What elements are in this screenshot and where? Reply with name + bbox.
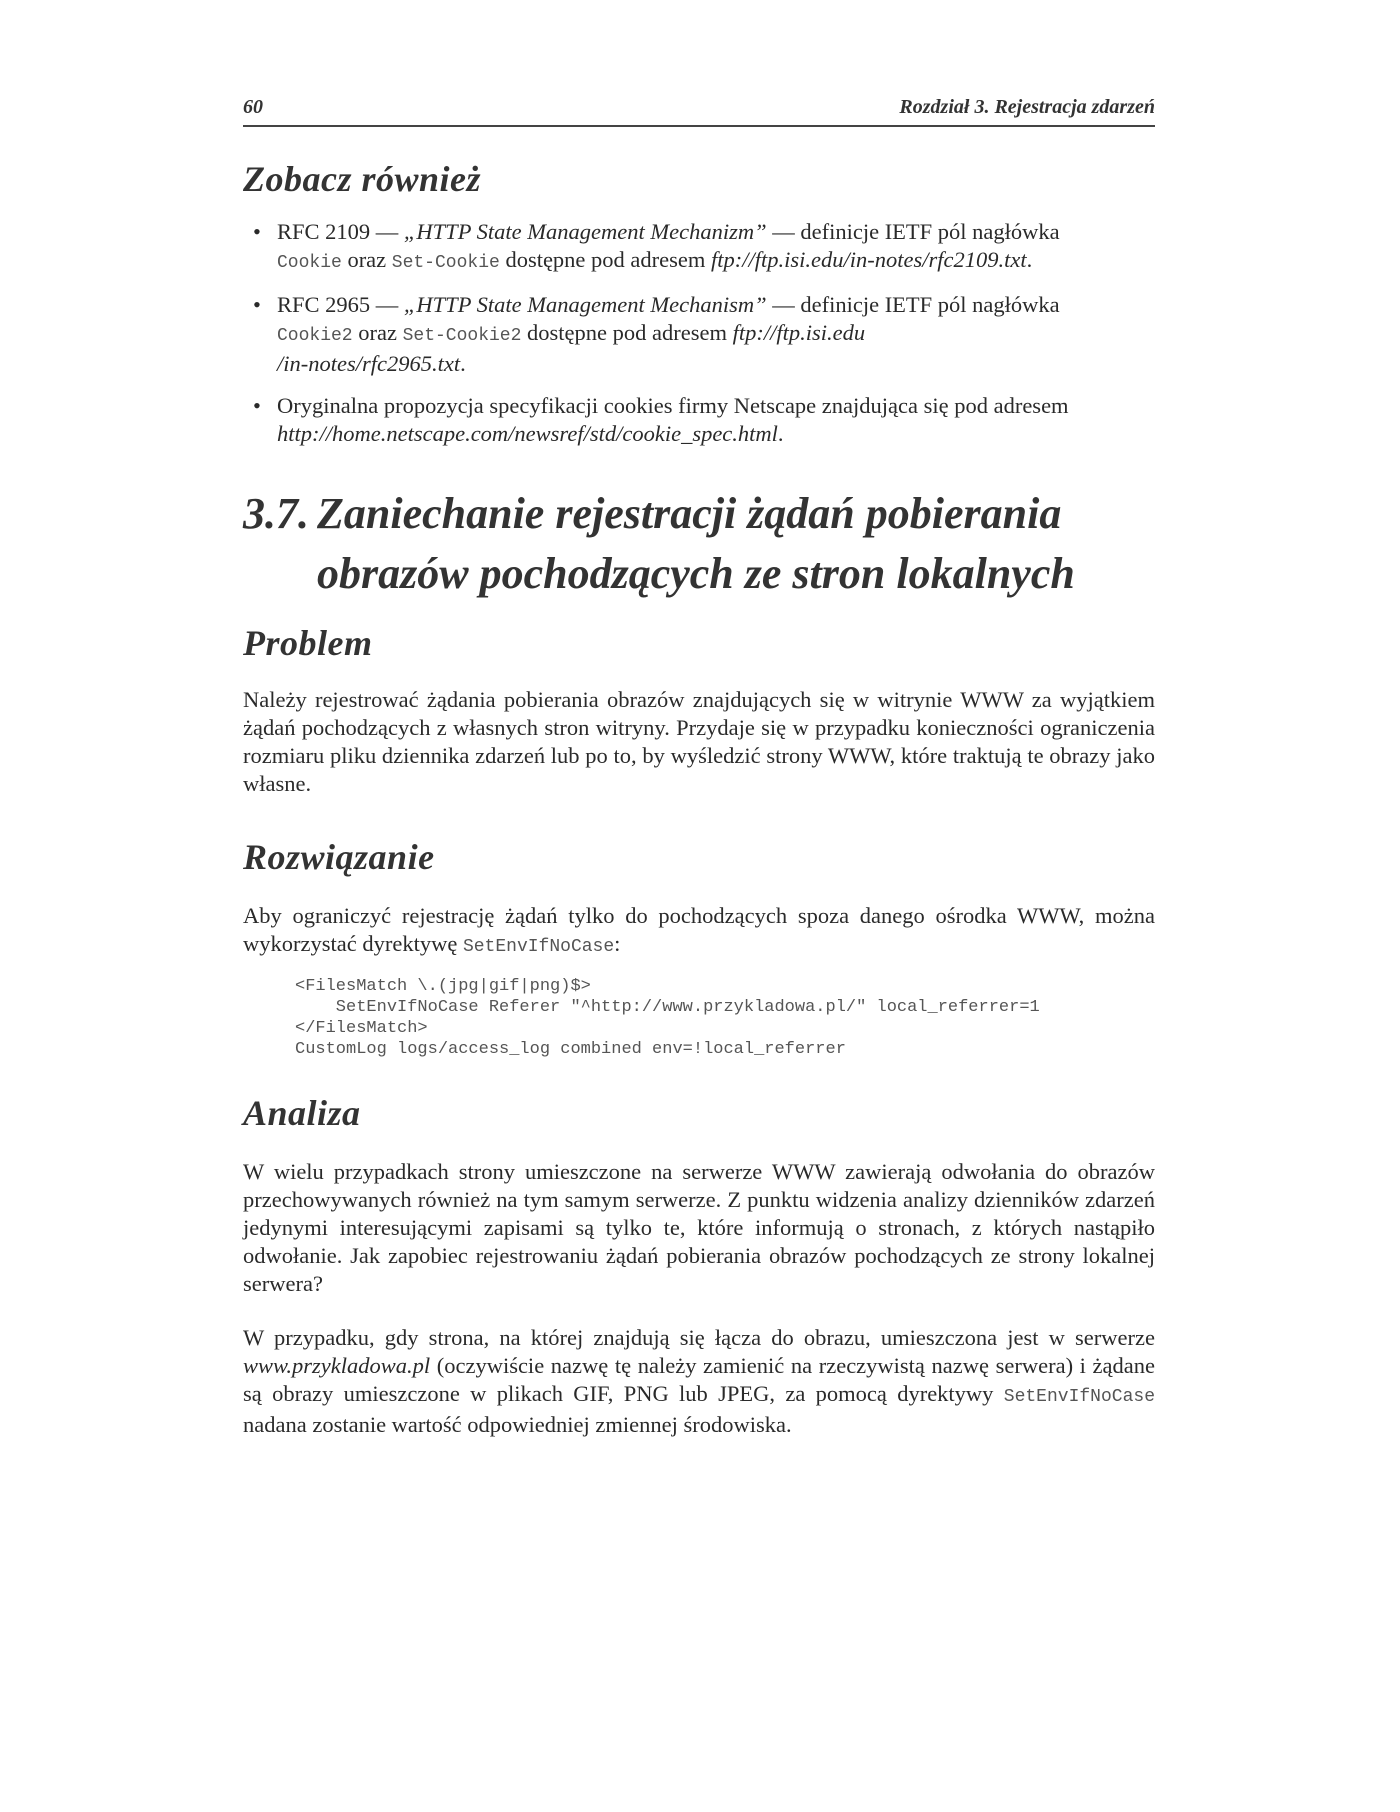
url-link[interactable]: ftp://ftp.isi.edu/in-notes/rfc2109.txt [711,247,1027,272]
problem-heading: Problem [243,623,373,663]
analysis-heading: Analiza [243,1093,361,1133]
list-item: • RFC 2965 — „HTTP State Management Mechanism” — definicje IETF pól nagłówka Cookie2 oraz Set-Cookie2 dostępne pod adresem ftp://ftp.isi.edu /in-notes/rfc2965.txt. [253,292,1060,376]
section-title [243,484,1155,604]
bullet-icon: • [253,292,261,317]
see-also-list [243,218,1155,462]
url-link[interactable]: http://home.netscape.com/newsref/std/cookie_spec.html [277,421,778,446]
bullet-icon: • [253,219,261,244]
code-inline: Set-Cookie [391,253,500,273]
solution-heading: Rozwiązanie [243,837,435,877]
page-number: 60 [243,96,263,118]
analysis-paragraph-2: W przypadku, gdy strona, na której znajdują się łącza do obrazu, umieszczona jest w serwerze www.przykladowa.pl (oczywiście nazwę tę należy zamienić na rzeczywistą nazwę serwera) i żądane są obrazy umieszczone w plikach GIF, PNG lub JPEG, za pomocą dyrektywy SetEnvIfNoCase nadana zostanie wartość odpowiedniej zmiennej środowiska. [243,1325,1155,1437]
list-item: • Oryginalna propozycja specyfikacji cookies firmy Netscape znajdująca się pod adresem http://home.netscape.com/newsref/std/cookie_spec.html. [253,393,1069,446]
domain-name: www.przykladowa.pl [243,1353,431,1378]
code-block: <FilesMatch \.(jpg|gif|png)$> SetEnvIfNoCase Referer "^http://www.przykladowa.pl/" local_referrer=1 </FilesMatch> CustomLog logs/access_log combined env=!local_referrer [295,977,1040,1059]
analysis-paragraph-1: W wielu przypadkach strony umieszczone na serwerze WWW zawierają odwołania do obrazów przechowywanych również na tym samym serwerze. Z punktu widzenia analizy dzienników zdarzeń jedynymi interesującymi zapisami są tylko te, które informują o stronach, z których nastąpiło odwołanie. Jak zapobiec rejestrowaniu żądań pobierania obrazów pochodzących ze strony lokalnej serwera? [243,1159,1155,1296]
solution-text: Aby ograniczyć rejestrację żądań tylko do pochodzących spoza danego ośrodka WWW, można wykorzystać dyrektywę SetEnvIfNoCase: [243,903,1155,957]
code-inline: Cookie2 [277,326,353,346]
section-title-line2: obrazów pochodzących ze stron lokalnych [317,549,1075,598]
url-link[interactable]: ftp://ftp.isi.edu [732,320,866,345]
running-head [243,96,1155,127]
section-title-line1: Zaniechanie rejestracji żądań pobierania [317,489,1062,538]
rfc-title: „HTTP State Management Mechanizm” [403,219,767,244]
code-inline: Set-Cookie2 [402,326,522,346]
url-link-continued[interactable]: /in-notes/rfc2965.txt [277,351,461,376]
code-inline: SetEnvIfNoCase [462,937,615,957]
chapter-title: Rozdział 3. Rejestracja zdarzeń [899,96,1155,118]
section-number: 3.7. [243,489,309,538]
bullet-icon: • [253,393,261,418]
list-item: • RFC 2109 — „HTTP State Management Mechanizm” — definicje IETF pól nagłówka Cookie oraz Set-Cookie dostępne pod adresem ftp://ftp.isi.edu/in-notes/rfc2109.txt. [253,219,1060,273]
code-inline: SetEnvIfNoCase [1003,1387,1155,1407]
code-inline: Cookie [277,253,342,273]
rfc-title: „HTTP State Management Mechanism” [403,292,767,317]
problem-text: Należy rejestrować żądania pobierania obrazów znajdujących się w witrynie WWW za wyjątkiem żądań pochodzących z własnych stron witryny. Przydaje się w przypadku konieczności ograniczenia rozmiaru pliku dziennika zdarzeń lub po to, by wyśledzić strony WWW, które traktują te obrazy jako własne. [243,687,1155,796]
see-also-heading: Zobacz również [243,159,482,199]
